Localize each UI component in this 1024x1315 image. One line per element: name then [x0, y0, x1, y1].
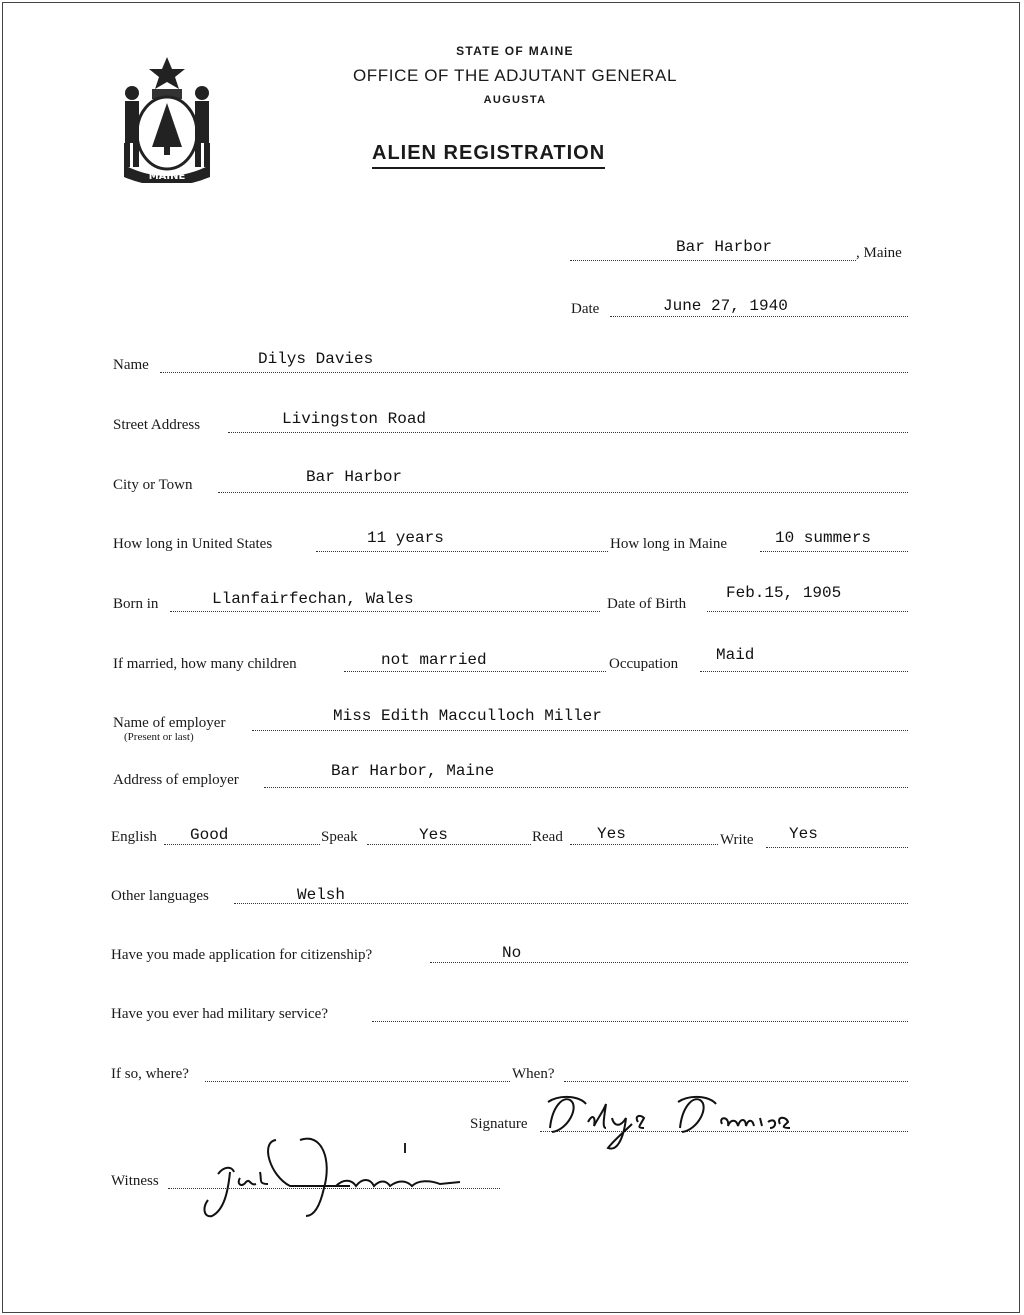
- state-suffix: , Maine: [856, 245, 902, 261]
- header-state: STATE OF MAINE: [456, 44, 574, 58]
- when-label: When?: [512, 1066, 555, 1082]
- citizenship-line: [430, 962, 908, 963]
- when-line: [564, 1081, 908, 1082]
- military-line: [372, 1021, 908, 1022]
- employer-name-line: [252, 730, 908, 731]
- write-label: Write: [720, 832, 754, 848]
- form-title: ALIEN REGISTRATION: [372, 142, 605, 169]
- street-address-label: Street Address: [113, 417, 201, 433]
- how-long-us-value: 11 years: [367, 529, 444, 547]
- header-city: AUGUSTA: [483, 94, 547, 106]
- witness-handwriting: [100, 1132, 480, 1222]
- name-line: [160, 372, 908, 373]
- military-label: Have you ever had military service?: [111, 1006, 328, 1022]
- city-label: City or Town: [113, 477, 193, 493]
- occupation-line: [700, 671, 908, 672]
- children-value: not married: [381, 651, 487, 669]
- occupation-label: Occupation: [609, 656, 679, 672]
- date-label: Date: [571, 301, 600, 317]
- signature-label: Signature: [470, 1116, 528, 1132]
- city-value: Bar Harbor: [306, 468, 403, 486]
- read-line: [570, 844, 718, 845]
- speak-value: Yes: [419, 826, 448, 844]
- employer-name-note: (Present or last): [124, 731, 194, 743]
- svg-text:MAINE: MAINE: [148, 171, 186, 182]
- name-value: Dilys Davies: [258, 350, 374, 368]
- born-in-label: Born in: [113, 596, 159, 612]
- how-long-us-line: [316, 551, 608, 552]
- if-so-where-label: If so, where?: [111, 1066, 189, 1082]
- write-value: Yes: [789, 825, 818, 843]
- street-address-line: [228, 432, 908, 433]
- street-address-value: Livingston Road: [282, 410, 427, 428]
- other-languages-label: Other languages: [111, 888, 209, 904]
- employer-name-label: Name of employer: [113, 715, 226, 731]
- employer-address-label: Address of employer: [113, 772, 239, 788]
- dob-value: Feb.15, 1905: [726, 584, 842, 602]
- born-in-line: [170, 611, 600, 612]
- citizenship-value: No: [502, 944, 522, 962]
- write-line: [766, 847, 908, 848]
- other-languages-value: Welsh: [297, 886, 346, 904]
- read-value: Yes: [597, 825, 626, 843]
- ink-mark: [404, 1143, 406, 1153]
- city-line: [218, 492, 908, 493]
- town-value: Bar Harbor: [676, 238, 773, 256]
- header-office: OFFICE OF THE ADJUTANT GENERAL: [352, 66, 678, 85]
- english-value: Good: [190, 826, 229, 844]
- employer-address-line: [264, 787, 908, 788]
- witness-label: Witness: [111, 1173, 159, 1189]
- speak-line: [367, 844, 531, 845]
- date-value: June 27, 1940: [663, 297, 788, 315]
- children-line: [344, 671, 606, 672]
- name-label: Name: [113, 357, 149, 373]
- english-label: English: [111, 829, 157, 845]
- signature-handwriting: [540, 1088, 800, 1158]
- born-in-value: Llanfairfechan, Wales: [212, 590, 414, 608]
- dob-label: Date of Birth: [607, 596, 687, 612]
- state-of-maine-seal: [112, 55, 222, 183]
- how-long-maine-line: [760, 551, 908, 552]
- date-line: [610, 316, 908, 317]
- town-line: [570, 260, 856, 261]
- occupation-value: Maid: [716, 646, 755, 664]
- employer-address-value: Bar Harbor, Maine: [331, 762, 495, 780]
- how-long-maine-value: 10 summers: [775, 529, 872, 547]
- english-line: [164, 844, 320, 845]
- how-long-us-label: How long in United States: [113, 536, 273, 552]
- how-long-maine-label: How long in Maine: [610, 536, 728, 552]
- children-label: If married, how many children: [113, 656, 297, 672]
- speak-label: Speak: [321, 829, 358, 845]
- dob-line: [707, 611, 908, 612]
- read-label: Read: [532, 829, 563, 845]
- if-so-where-line: [205, 1081, 510, 1082]
- citizenship-label: Have you made application for citizenship?: [111, 947, 373, 963]
- employer-name-value: Miss Edith Macculloch Miller: [333, 707, 602, 725]
